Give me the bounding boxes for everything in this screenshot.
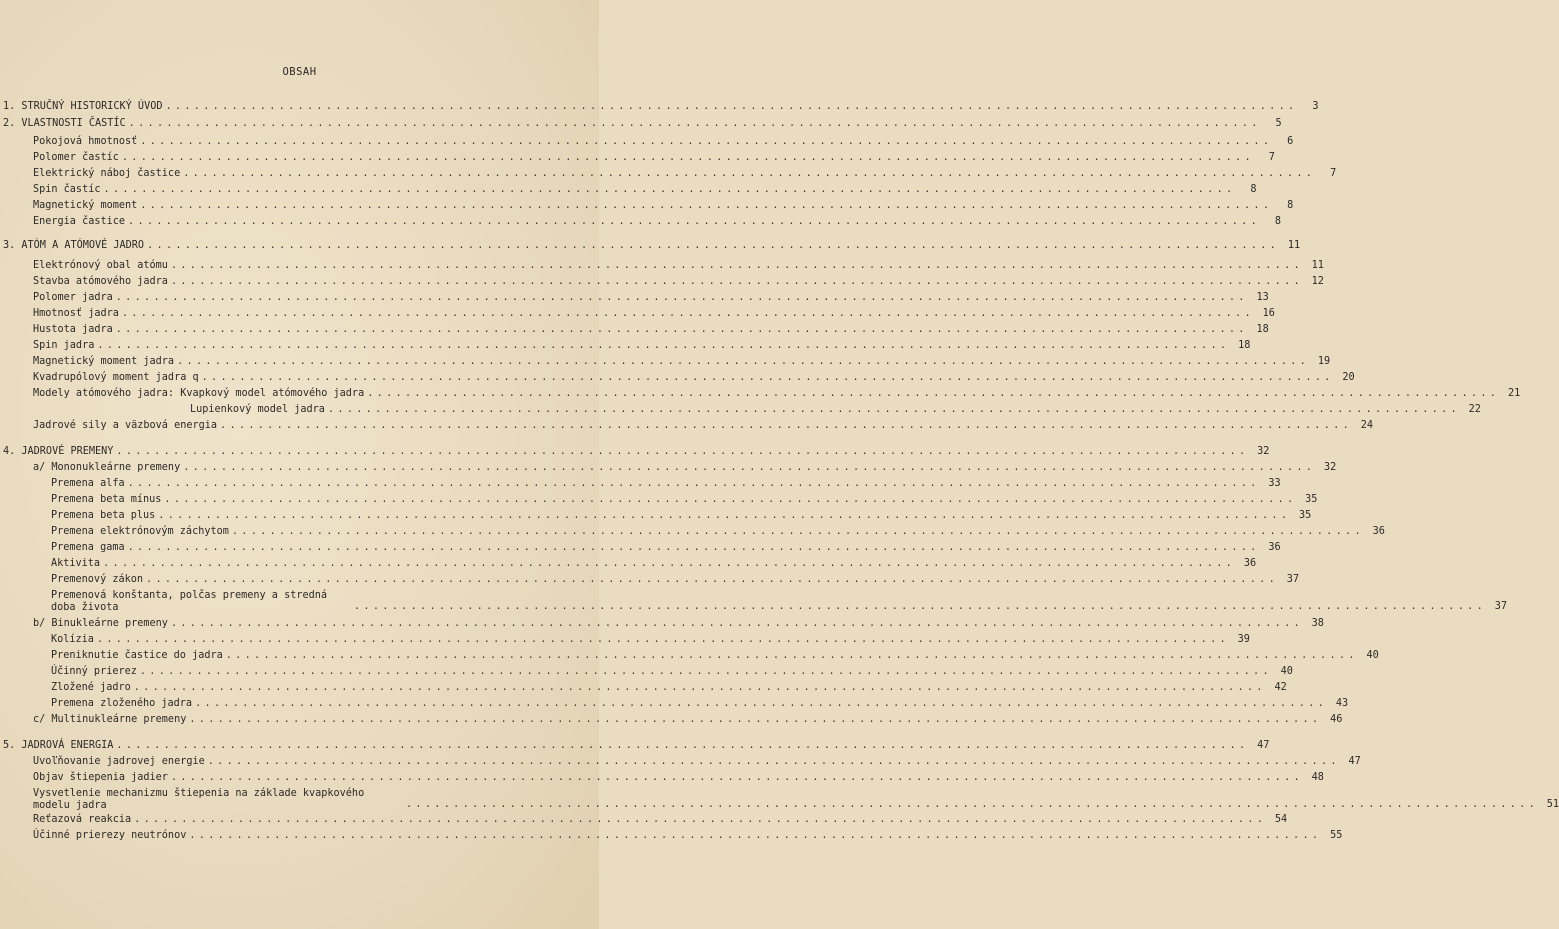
toc-entry-label: Stavba atómového jadra (33, 276, 168, 287)
toc-entry (51, 574, 1300, 586)
toc-entry-label: Polomer častíc (33, 152, 119, 163)
dot-leader: ........................................................................................................................ (220, 420, 1353, 431)
toc-entry (33, 756, 1361, 768)
toc-entry-page-number: 43 (1335, 698, 1349, 709)
toc-entry-page-number: 32 (1323, 462, 1337, 473)
dot-leader: ........................................................................................................................ (170, 260, 1303, 271)
dot-leader: ........................................................................................................................ (170, 618, 1303, 629)
toc-entry-label: Spin jadra (33, 340, 95, 351)
toc-entry (33, 462, 1337, 474)
toc-entry (33, 618, 1324, 630)
toc-entry (3, 118, 1282, 130)
toc-entry-label: Zložené jadro (51, 682, 131, 693)
toc-entry-label: Magnetický moment (33, 200, 138, 211)
toc-entry-page-number: 6 (1287, 136, 1294, 147)
toc-entry-page-number: 47 (1348, 756, 1361, 767)
toc-entry-page-number: 3 (1312, 101, 1319, 112)
toc-entry (33, 260, 1324, 272)
toc-entry (33, 788, 1559, 811)
toc-entry-page-number: 7 (1268, 152, 1275, 163)
toc-entry-label: Aktivita (51, 558, 101, 569)
toc-entry-page-number: 7 (1330, 168, 1337, 179)
dot-leader: ........................................................................................................................ (201, 372, 1334, 383)
toc-entry (51, 526, 1385, 538)
toc-entry (33, 276, 1324, 288)
toc-entry-page-number: 46 (1330, 714, 1343, 725)
dot-leader: ........................................................................................................................ (177, 356, 1310, 367)
toc-entry-page-number: 36 (1243, 558, 1257, 569)
dot-leader: ........................................................................................................................ (115, 324, 1248, 335)
toc-entry (51, 590, 1508, 613)
toc-entry (33, 168, 1337, 180)
dot-leader: ........................................................................................................................ (189, 830, 1322, 841)
toc-entry (33, 184, 1257, 196)
dot-leader: ........................................................................................................................ (103, 558, 1236, 569)
toc-entry-page-number: 12 (1311, 276, 1324, 287)
dot-leader: ........................................................................................................................ (170, 772, 1303, 783)
toc-entry (33, 292, 1269, 304)
toc-entry-label: Elektrónový obal atómu (33, 260, 168, 271)
dot-leader: ........................................................................................................................ (146, 574, 1279, 585)
dot-leader: ........................................................................................................................ (147, 240, 1280, 251)
toc-entry-label: Jadrové sily a väzbová energia (33, 420, 218, 431)
toc-entry (33, 308, 1275, 320)
dot-leader: ........................................................................................................................ (225, 650, 1358, 661)
toc-entry-label: Premenová konštanta, polčas premeny a stredná doba života (51, 590, 328, 613)
dot-leader: ........................................................................................................................ (139, 666, 1272, 677)
toc-entry-page-number: 5 (1275, 118, 1282, 129)
toc-entry (51, 478, 1281, 490)
toc-entry-page-number: 11 (1287, 240, 1301, 251)
toc-entry-label: Elektrický náboj častice (33, 168, 181, 179)
dot-leader: ........................................................................................................................ (327, 404, 1460, 415)
toc-entry-label: Účinný prierez (51, 666, 137, 677)
toc-entry-page-number: 48 (1311, 772, 1324, 783)
dot-leader: ........................................................................................................................ (406, 799, 1539, 810)
dot-leader: ........................................................................................................................ (128, 118, 1261, 129)
toc-entry-page-number: 38 (1311, 618, 1324, 629)
toc-entry-label: Hustota jadra (33, 324, 113, 335)
toc-entry-page-number: 42 (1274, 682, 1287, 693)
toc-entry-page-number: 37 (1286, 574, 1300, 585)
toc-entry-page-number: 39 (1237, 634, 1250, 645)
toc-entry-page-number: 16 (1262, 308, 1275, 319)
toc-entry-page-number: 19 (1317, 356, 1331, 367)
toc-entry (3, 240, 1301, 252)
dot-leader: ........................................................................................................................ (127, 478, 1260, 489)
toc-entry-page-number: 55 (1330, 830, 1343, 841)
toc-entry (33, 714, 1343, 726)
toc-entry-label: Vysvetlenie mechanizmu štiepenia na základe kvapkového modelu jadra (33, 788, 365, 811)
toc-entry (33, 814, 1288, 826)
toc-entry (3, 101, 1319, 113)
toc-entry-page-number: 8 (1250, 184, 1257, 195)
dot-leader: ........................................................................................................................ (207, 756, 1340, 767)
toc-entry (51, 666, 1293, 678)
toc-entry (33, 340, 1251, 352)
toc-entry-label: 1. STRUČNÝ HISTORICKÝ ÚVOD (3, 101, 163, 112)
toc-entry-label: Modely atómového jadra: Kvapkový model atómového jadra (33, 388, 365, 399)
dot-leader: ........................................................................................................................ (183, 168, 1316, 179)
toc-entry-label: 2. VLASTNOSTI ČASTÍC (3, 118, 126, 129)
toc-entry (33, 152, 1275, 164)
dot-leader: ........................................................................................................................ (121, 308, 1254, 319)
dot-leader: ........................................................................................................................ (158, 510, 1291, 521)
toc-entry-label: Premena beta plus (51, 510, 156, 521)
toc-entry-page-number: 47 (1257, 740, 1270, 751)
toc-entry-label: Kvadrupólový moment jadra q (33, 372, 199, 383)
toc-entry-label: Lupienkový model jadra (190, 404, 325, 415)
toc-entry (33, 200, 1294, 212)
toc-entry-label: Premenový zákon (51, 574, 144, 585)
toc-entry (51, 650, 1379, 662)
toc-entry-page-number: 21 (1507, 388, 1521, 399)
toc-entry (33, 372, 1355, 384)
dot-leader: ........................................................................................................................ (140, 136, 1273, 147)
toc-entry-label: a/ Mononukleárne premeny (33, 462, 181, 473)
toc-entry-page-number: 54 (1274, 814, 1288, 825)
toc-entry-label: Premena beta mínus (51, 494, 162, 505)
toc-entry-label: Kolízia (51, 634, 94, 645)
dot-leader: ........................................................................................................................ (231, 526, 1364, 537)
toc-entry-label: Spin častíc (33, 184, 101, 195)
toc-entry-label: Uvoľňovanie jadrovej energie (33, 756, 205, 767)
toc-entry (33, 216, 1282, 228)
dot-leader: ........................................................................................................................ (97, 340, 1230, 351)
toc-entry (190, 404, 1481, 416)
dot-leader: ........................................................................................................................ (165, 101, 1298, 112)
toc-entry (51, 634, 1250, 646)
toc-entry-page-number: 18 (1238, 340, 1251, 351)
toc-entry-page-number: 33 (1268, 478, 1281, 489)
dot-leader: ........................................................................................................................ (116, 740, 1249, 751)
dot-leader: ........................................................................................................................ (133, 682, 1266, 693)
toc-entry-label: Polomer jadra (33, 292, 113, 303)
toc-entry-page-number: 35 (1299, 510, 1312, 521)
toc-entry (3, 740, 1270, 752)
dot-leader: ........................................................................................................................ (183, 462, 1316, 473)
toc-entry-label: Premena alfa (51, 478, 125, 489)
page-title: OBSAH (282, 66, 317, 78)
dot-leader: ........................................................................................................................ (354, 601, 1487, 612)
toc-entry-label: Energia častice (33, 216, 126, 227)
toc-entry-page-number: 32 (1257, 446, 1270, 457)
toc-entry-label: Premena gama (51, 542, 125, 553)
toc-entry-page-number: 8 (1274, 216, 1282, 227)
dot-leader: ........................................................................................................................ (140, 200, 1273, 211)
dot-leader: ........................................................................................................................ (367, 388, 1500, 399)
toc-entry-page-number: 13 (1256, 292, 1269, 303)
toc-entry-page-number: 11 (1311, 260, 1324, 271)
toc-entry-label: Reťazová reakcia (33, 814, 132, 825)
toc-entry (51, 682, 1287, 694)
dot-leader: ........................................................................................................................ (121, 152, 1254, 163)
toc-entry (33, 136, 1294, 148)
toc-entry-page-number: 20 (1342, 372, 1355, 383)
toc-entry-page-number: 36 (1372, 526, 1385, 537)
dot-leader: ........................................................................................................................ (164, 494, 1297, 505)
toc-entry (51, 698, 1349, 710)
toc-entry-page-number: 24 (1360, 420, 1374, 431)
dot-leader: ........................................................................................................................ (128, 216, 1261, 227)
toc-entry-page-number: 35 (1305, 494, 1318, 505)
toc-entry-label: c/ Multinukleárne premeny (33, 714, 187, 725)
toc-entry-label: 4. JADROVÉ PREMENY (3, 446, 114, 457)
toc-entry-page-number: 36 (1268, 542, 1281, 553)
toc-entry-label: 3. ATÓM A ATÓMOVÉ JADRO (3, 240, 145, 251)
toc-entry (33, 420, 1374, 432)
toc-entry-label: b/ Binukleárne premeny (33, 618, 168, 629)
toc-entry-page-number: 22 (1468, 404, 1481, 415)
dot-leader: ........................................................................................................................ (189, 714, 1322, 725)
toc-entry-label: Premena elektrónovým záchytom (51, 526, 229, 537)
dot-leader: ........................................................................................................................ (115, 292, 1248, 303)
dot-leader: ........................................................................................................................ (127, 542, 1260, 553)
toc-entry-label: Objav štiepenia jadier (33, 772, 168, 783)
dot-leader: ........................................................................................................................ (103, 184, 1236, 195)
toc-entry-page-number: 18 (1256, 324, 1269, 335)
dot-leader: ........................................................................................................................ (134, 814, 1267, 825)
toc-entry (51, 510, 1312, 522)
toc-entry-page-number: 40 (1280, 666, 1293, 677)
toc-entry-label: 5. JADROVÁ ENERGIA (3, 740, 114, 751)
toc-entry (51, 558, 1257, 570)
toc-entry-page-number: 40 (1366, 650, 1379, 661)
toc-entry-page-number: 51 (1546, 799, 1559, 810)
toc-entry-label: Pokojová hmotnosť (33, 136, 138, 147)
toc-entry (33, 830, 1343, 842)
toc-entry (33, 324, 1269, 336)
dot-leader: ........................................................................................................................ (96, 634, 1229, 645)
toc-entry-label: Hmotnosť jadra (33, 308, 119, 319)
toc-entry-label: Premena zloženého jadra (51, 698, 193, 709)
toc-entry (33, 356, 1331, 368)
toc-entry-label: Preniknutie častice do jadra (51, 650, 223, 661)
dot-leader: ........................................................................................................................ (116, 446, 1249, 457)
dot-leader: ........................................................................................................................ (195, 698, 1328, 709)
toc-entry (33, 772, 1324, 784)
toc-entry (51, 494, 1318, 506)
toc-entry-page-number: 8 (1287, 200, 1294, 211)
toc-entry-label: Magnetický moment jadra (33, 356, 175, 367)
toc-entry (3, 446, 1270, 458)
toc-entry (33, 388, 1521, 400)
toc-entry-page-number: 37 (1494, 601, 1508, 612)
toc-entry (51, 542, 1281, 554)
toc-entry-label: Účinné prierezy neutrónov (33, 830, 187, 841)
dot-leader: ........................................................................................................................ (170, 276, 1303, 287)
